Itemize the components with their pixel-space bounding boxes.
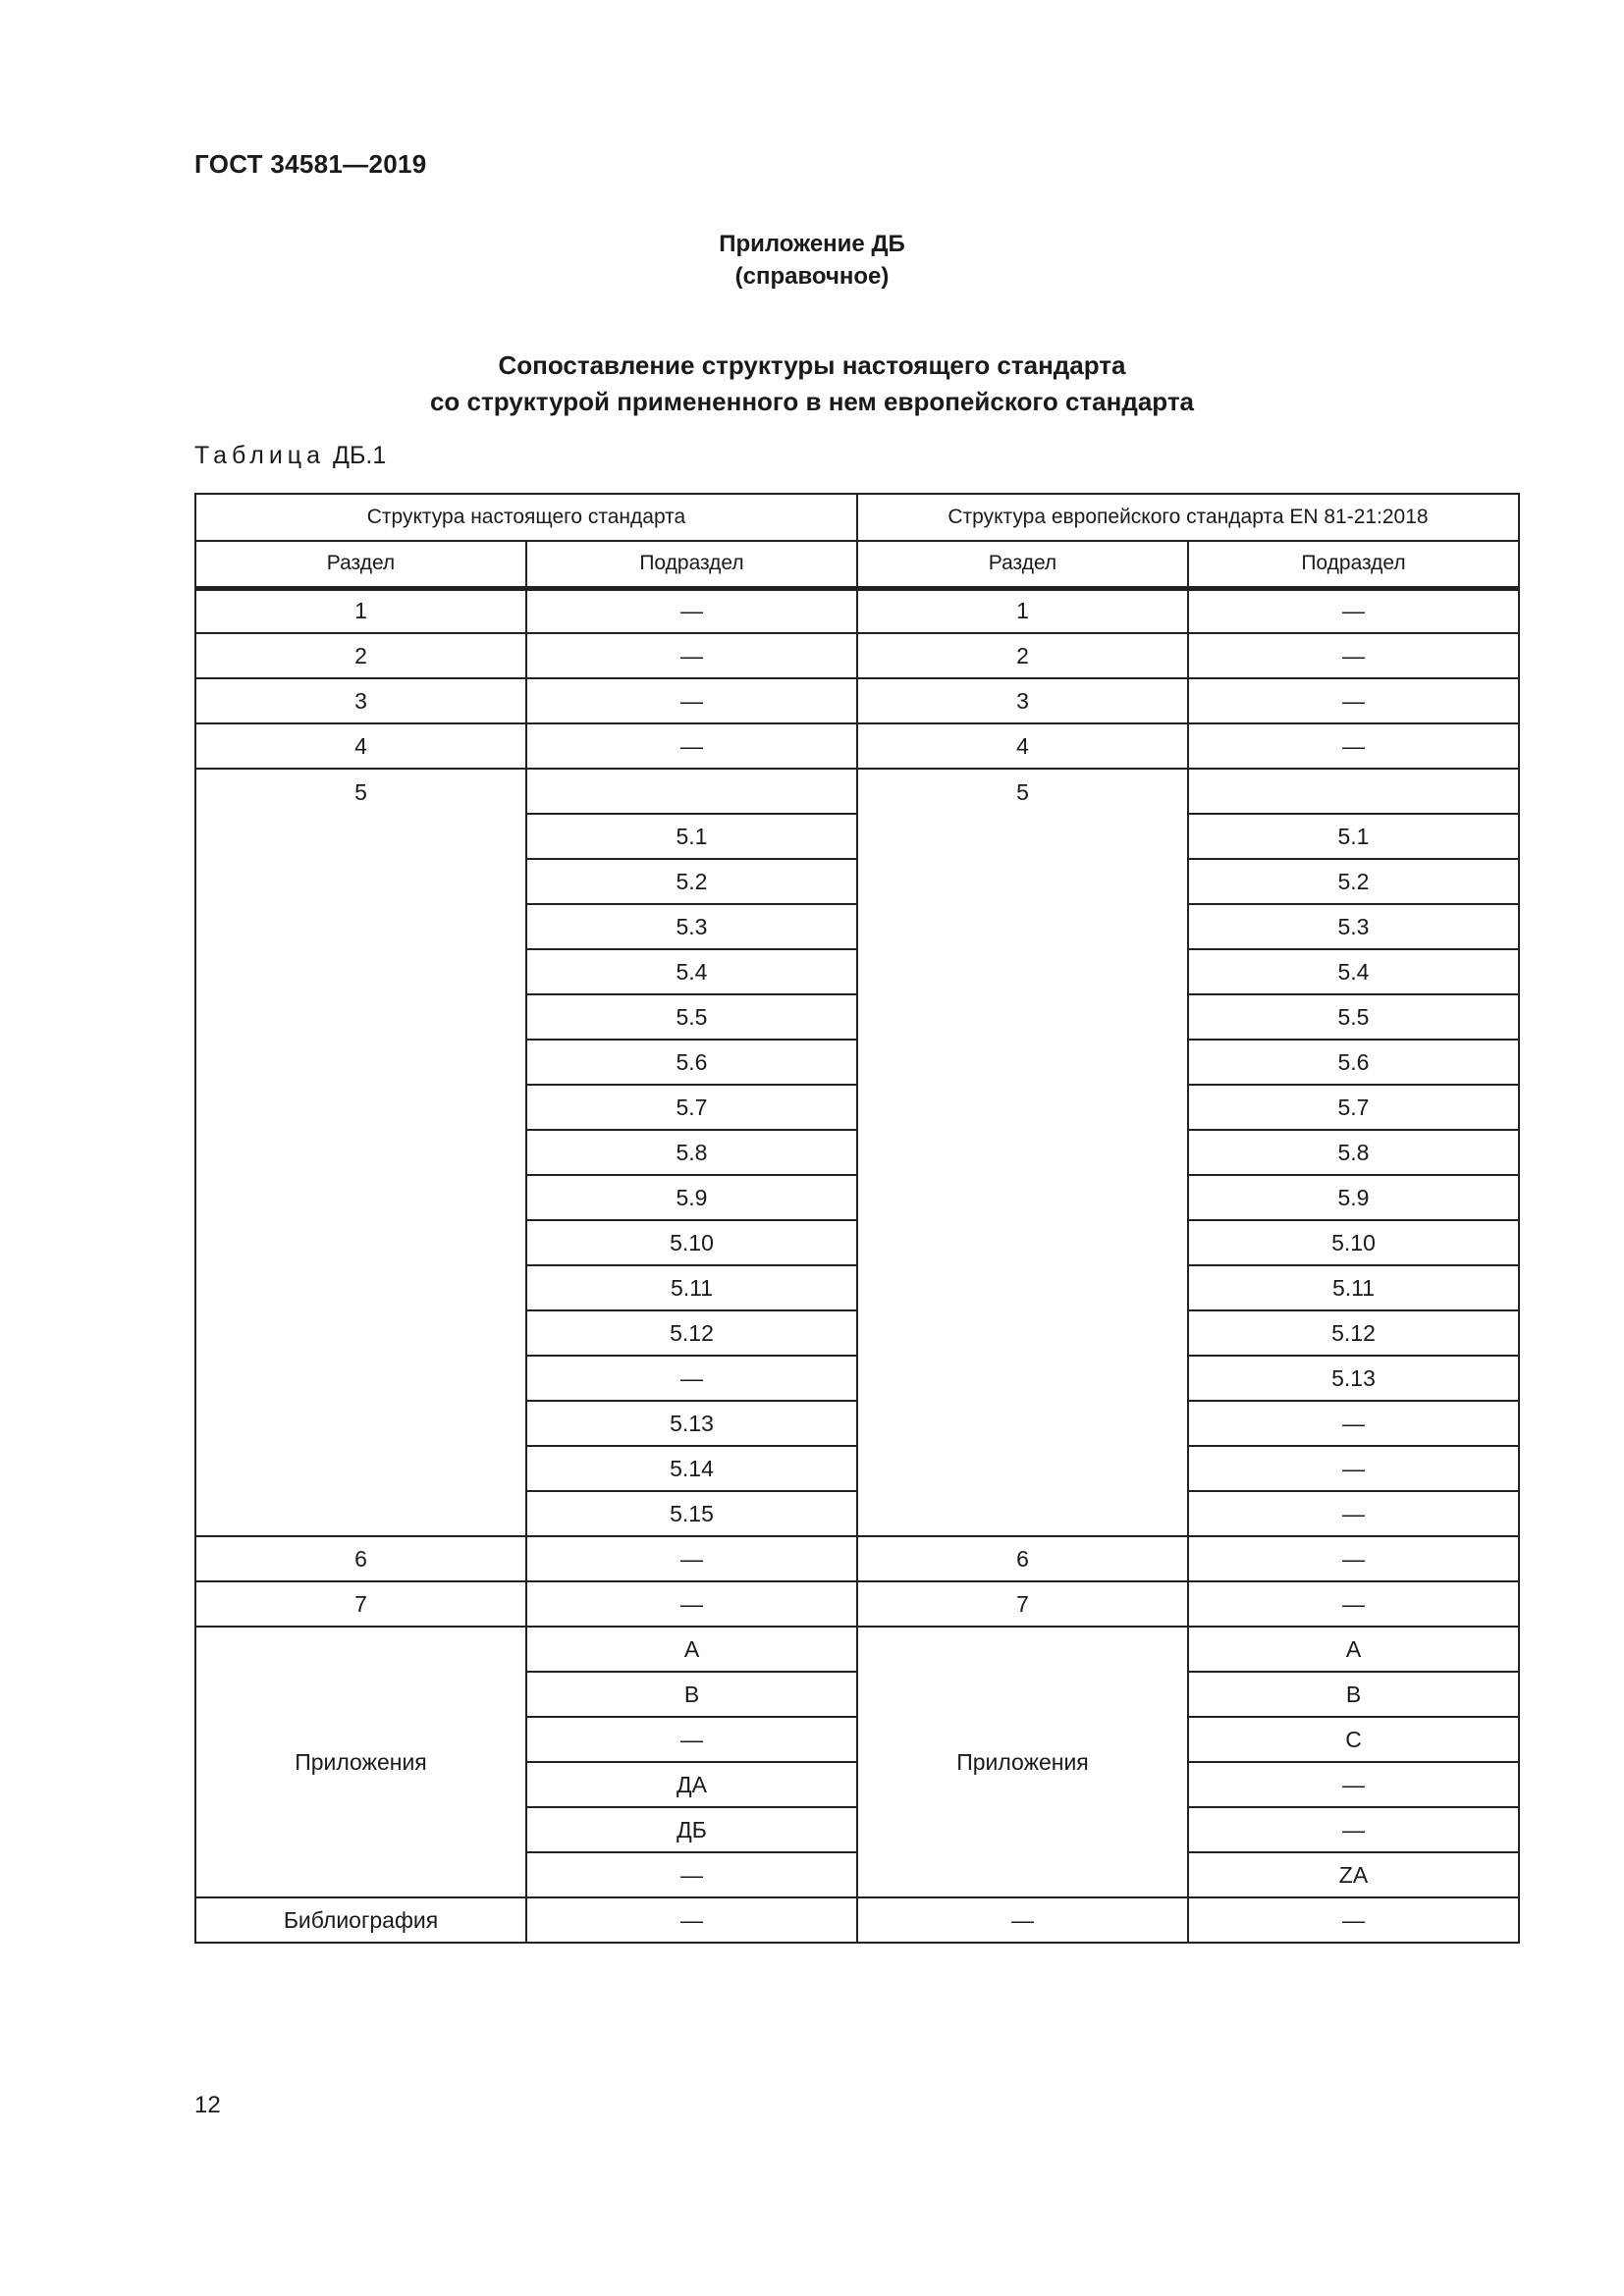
document-code: ГОСТ 34581—2019 (194, 149, 427, 179)
group-header-this-standard: Структура настоящего стандарта (195, 494, 857, 541)
table-cell: 5.7 (526, 1085, 857, 1130)
table-cell: 5.15 (526, 1491, 857, 1536)
table-row (195, 633, 1519, 678)
annex-heading (0, 228, 1624, 293)
table-cell: 1 (195, 588, 526, 633)
main-title-line-2: со структурой примененного в нем европейского стандарта (429, 387, 1195, 416)
table-cell: — (1188, 1536, 1519, 1581)
table-cell: C (1188, 1717, 1519, 1762)
col-header-section: Раздел (857, 541, 1188, 588)
table-cell: — (1188, 1581, 1519, 1627)
table-cell: 6 (857, 1536, 1188, 1581)
bibliography-cell: Библиография (195, 1897, 526, 1943)
table-cell: 5.3 (526, 904, 857, 949)
group-header-european-standard: Структура европейского стандарта EN 81-21:2018 (857, 494, 1519, 541)
col-header-section: Раздел (195, 541, 526, 588)
table-cell: 5.11 (1188, 1265, 1519, 1310)
table-cell: A (1188, 1627, 1519, 1672)
table-cell: 5.13 (1188, 1356, 1519, 1401)
table-cell: 3 (857, 678, 1188, 723)
section-5-cell: 5 (857, 769, 1188, 1536)
table-cell: A (526, 1627, 857, 1672)
annex-title: Приложение ДБ (719, 231, 905, 257)
table-cell: — (526, 723, 857, 769)
table-cell: — (526, 1581, 857, 1627)
main-title-line-1: Сопоставление структуры настоящего стандарта (498, 350, 1126, 380)
table-cell: — (526, 588, 857, 633)
table-cell: — (1188, 723, 1519, 769)
table-cell: B (1188, 1672, 1519, 1717)
structure-comparison-table (194, 493, 1520, 1944)
table-row (195, 723, 1519, 769)
table-cell: 5.13 (526, 1401, 857, 1446)
table-cell: ZA (1188, 1852, 1519, 1897)
table-cell: — (526, 633, 857, 678)
table-cell: B (526, 1672, 857, 1717)
table-cell: 2 (857, 633, 1188, 678)
table-cell: 5.2 (1188, 859, 1519, 904)
annexes-cell: Приложения (857, 1627, 1188, 1897)
table-cell: 5.7 (1188, 1085, 1519, 1130)
table-caption-number: ДБ.1 (333, 442, 387, 469)
table-group-header-row (195, 494, 1519, 541)
table-cell: — (526, 1717, 857, 1762)
table-cell: 5.8 (1188, 1130, 1519, 1175)
table-cell: 5.1 (1188, 814, 1519, 859)
table-cell: — (1188, 1897, 1519, 1943)
table-cell: 5.8 (526, 1130, 857, 1175)
table-cell: 5.4 (1188, 949, 1519, 994)
table-cell: — (526, 1852, 857, 1897)
section-5-cell: 5 (195, 769, 526, 1536)
table-cell: — (526, 1356, 857, 1401)
annex-subtitle: (справочное) (734, 263, 890, 290)
table-cell: 3 (195, 678, 526, 723)
table-cell: — (1188, 1807, 1519, 1852)
table-cell: 5.5 (526, 994, 857, 1040)
table-caption-word: Таблица (194, 442, 326, 469)
table-row (195, 1627, 1519, 1672)
table-cell: — (1188, 678, 1519, 723)
table-cell: 1 (857, 588, 1188, 633)
table-row (195, 1536, 1519, 1581)
table-cell (526, 769, 857, 814)
table-cell: 5.4 (526, 949, 857, 994)
table-row (195, 1581, 1519, 1627)
table-cell: 5.11 (526, 1265, 857, 1310)
main-title (0, 347, 1624, 420)
table-cell: — (1188, 1491, 1519, 1536)
table-cell: 5.6 (1188, 1040, 1519, 1085)
table-cell: 6 (195, 1536, 526, 1581)
table-cell: 5.10 (1188, 1220, 1519, 1265)
table-cell: 5.10 (526, 1220, 857, 1265)
table-cell: 7 (857, 1581, 1188, 1627)
table-cell: 2 (195, 633, 526, 678)
table-cell: 5.12 (526, 1310, 857, 1356)
page-number: 12 (194, 2092, 221, 2118)
table-column-header-row (195, 541, 1519, 588)
table-cell: — (1188, 588, 1519, 633)
table-cell: — (1188, 633, 1519, 678)
table-body (195, 588, 1519, 1943)
table-cell: 7 (195, 1581, 526, 1627)
table-cell: 5.9 (1188, 1175, 1519, 1220)
table-cell: — (526, 678, 857, 723)
table-cell: 5.1 (526, 814, 857, 859)
table-row (195, 1897, 1519, 1943)
table-cell: 5.3 (1188, 904, 1519, 949)
annexes-cell: Приложения (195, 1627, 526, 1897)
table-caption (194, 442, 386, 470)
table-cell: 5.12 (1188, 1310, 1519, 1356)
table-cell: 4 (195, 723, 526, 769)
table-cell: 4 (857, 723, 1188, 769)
table-cell: ДА (526, 1762, 857, 1807)
table-row (195, 588, 1519, 633)
col-header-subsection: Подраздел (526, 541, 857, 588)
table-row (195, 769, 1519, 814)
table-cell: 5.5 (1188, 994, 1519, 1040)
table-cell: 5.6 (526, 1040, 857, 1085)
table-cell: — (857, 1897, 1188, 1943)
table-cell: 5.9 (526, 1175, 857, 1220)
table-cell: — (526, 1536, 857, 1581)
table-cell: — (1188, 1401, 1519, 1446)
table-cell: — (1188, 1446, 1519, 1491)
col-header-subsection: Подраздел (1188, 541, 1519, 588)
table-cell: 5.2 (526, 859, 857, 904)
table-cell: 5.14 (526, 1446, 857, 1491)
table-row (195, 678, 1519, 723)
table-cell: — (1188, 1762, 1519, 1807)
table-cell: ДБ (526, 1807, 857, 1852)
table-cell (1188, 769, 1519, 814)
table-cell: — (526, 1897, 857, 1943)
